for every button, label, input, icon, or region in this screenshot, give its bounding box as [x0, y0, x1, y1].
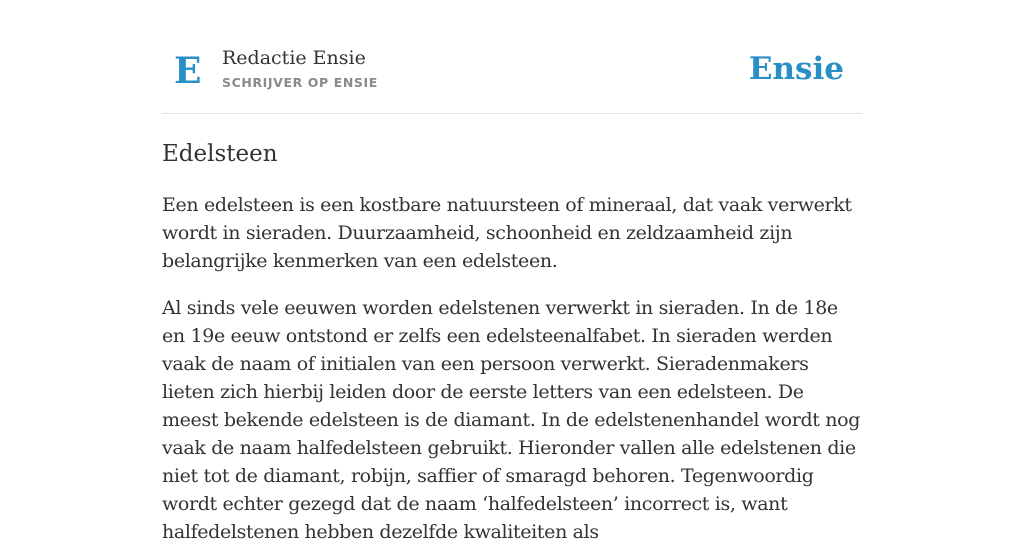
article-title: Edelsteen — [162, 141, 278, 167]
article-card — [162, 0, 862, 546]
article-paragraph: Al sinds vele eeuwen worden edelstenen verwerkt in sieraden. In de 18e en 19e eeuw ontstond er zelfs een edelsteenalfabet. In sieraden werden vaak de naam of initialen van een persoon verwerkt. Sieradenmakers lieten zich hierbij leiden door de eerste letters van een edelsteen. De meest bekende edelsteen is de diamant. In de edelstenenhandel wordt nog vaak de naam halfedelsteen gebruikt. Hieronder vallen alle edelstenen die niet tot de diamant, robijn, saffier of smaragd behoren. Tegenwoordig wordt echter gezegd dat de naam ‘halfedelsteen’ incorrect is, want halfedelstenen hebben dezelfde kwaliteiten als — [162, 297, 861, 543]
article-header — [162, 0, 862, 114]
author-role: SCHRIJVER OP ENSIE — [222, 75, 378, 90]
article-paragraph: Een edelsteen is een kostbare natuursteen of mineraal, dat vaak verwerkt wordt in sieraden. Duurzaamheid, schoonheid en zeldzaamheid zijn belangrijke kenmerken van een edelsteen. — [162, 194, 852, 272]
brand-logo[interactable]: Ensie — [748, 51, 844, 87]
author-logo[interactable]: E — [174, 50, 202, 92]
author-name[interactable]: Redactie Ensie — [222, 47, 366, 69]
